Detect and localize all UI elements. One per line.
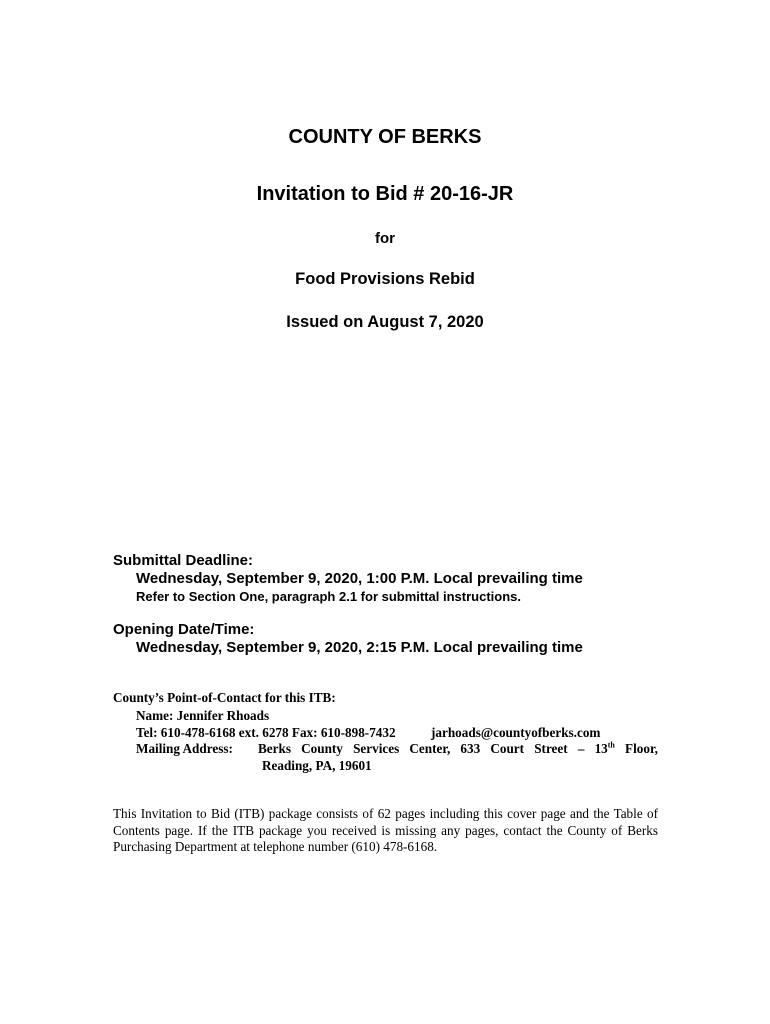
document-title: COUNTY OF BERKS (288, 126, 482, 148)
address-word: Berks (258, 741, 291, 756)
issue-date: Issued on August 7, 2020 (286, 313, 484, 331)
submittal-deadline-date: Wednesday, September 9, 2020, 1:00 P.M. Local prevailing time (136, 570, 583, 587)
address-word: Center, (409, 741, 451, 756)
floor-ordinal (595, 741, 615, 757)
floor-suffix: th (607, 740, 615, 750)
opening-date-heading: Opening Date/Time: (113, 621, 255, 638)
submittal-instructions-note: Refer to Section One, paragraph 2.1 for submittal instructions. (136, 589, 522, 604)
mailing-address-line-2: Reading, PA, 19601 (262, 758, 372, 773)
address-word: – (577, 741, 585, 756)
bid-subject: Food Provisions Rebid (295, 270, 475, 288)
itb-number: Invitation to Bid # 20-16-JR (256, 183, 514, 205)
submittal-deadline-heading: Submittal Deadline: (113, 552, 254, 569)
address-word: County (301, 741, 343, 756)
opening-date-time: Wednesday, September 9, 2020, 2:15 P.M. Local prevailing time (136, 639, 583, 656)
address-word: 633 (460, 741, 481, 756)
contact-email[interactable]: jarhoads@countyofberks.com (431, 725, 601, 740)
address-word: Floor, (625, 741, 658, 756)
for-label: for (375, 230, 395, 247)
address-word: Court (490, 741, 525, 756)
contact-name: Name: Jennifer Rhoads (136, 708, 270, 723)
contact-phone-fax: Tel: 610-478-6168 ext. 6278 Fax: 610-898-7432 (136, 725, 396, 740)
point-of-contact-heading: County’s Point-of-Contact for this ITB: (113, 690, 336, 705)
floor-number: 13 (594, 741, 608, 756)
package-notice-paragraph: This Invitation to Bid (ITB) package consists of 62 pages including this cover page and the Table of Contents page. If the ITB package you received is missing any pages, contact the County of Berks Purchasing Department at telephone number (610) 478-6168. (113, 806, 658, 854)
address-word: Street (534, 741, 568, 756)
mailing-address-label: Mailing Address: (136, 741, 233, 756)
address-word: Services (353, 741, 400, 756)
mailing-address-line-1 (258, 741, 658, 757)
